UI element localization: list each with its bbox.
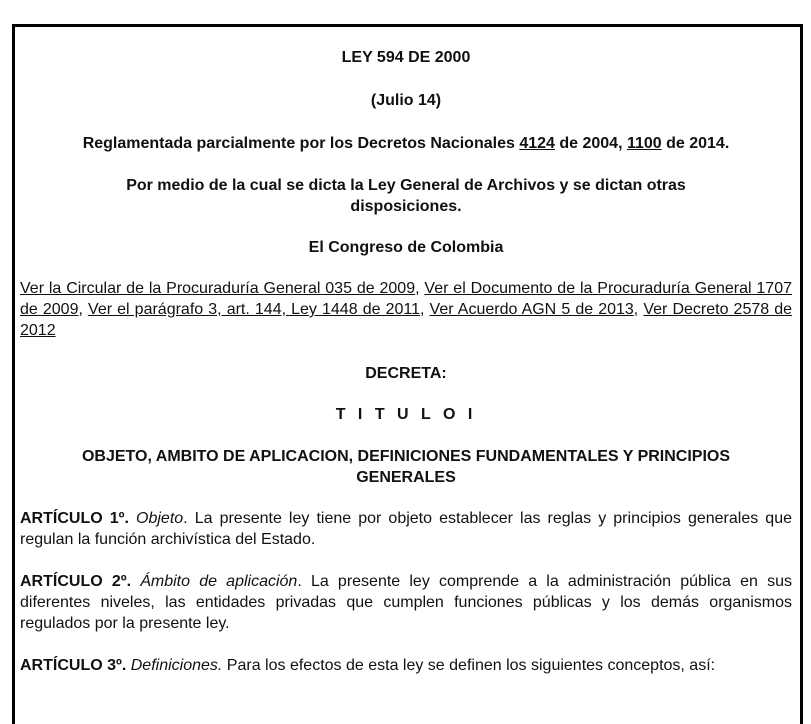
subtitle-line-1: Por medio de la cual se dicta la Ley General de Archivos y se dictan otras [126,177,686,194]
article-2-label: ARTÍCULO 2º. [20,573,132,590]
article-2 [20,571,792,634]
article-1-label: ARTÍCULO 1º. [20,510,129,527]
article-3-text: Para los efectos de esta ley se definen los siguientes conceptos, así: [222,657,716,674]
article-3-name: Definiciones. [130,657,223,674]
ref-sep: , [78,301,89,318]
regulated-by [20,133,792,154]
law-date: (Julio 14) [370,92,442,109]
regulated-mid1: de 2004, [554,135,627,152]
article-3-label: ARTÍCULO 3º. [20,657,127,674]
titulo-heading: T I T U L O I [335,406,477,423]
decreta-heading: DECRETA: [365,365,447,382]
regulated-prefix: Reglamentada parcialmente por los Decretos Nacionales [82,135,520,152]
article-1 [20,508,792,550]
section-heading [20,446,792,488]
article-1-name: Objeto [136,510,184,527]
law-title: LEY 594 DE 2000 [341,49,471,66]
regulated-mid2: de 2014. [661,135,730,152]
ref-acuerdo-link[interactable]: Ver Acuerdo AGN 5 de 2013 [429,301,634,318]
ref-sep: , [633,301,644,318]
decree-4124-link[interactable]: 4124 [519,135,555,152]
ref-sep: , [415,280,425,297]
article-1-text: . La presente ley tiene por objeto establecer las reglas y principios generales que regulan la función archivística del Estado. [20,510,793,548]
section-heading-line-1: OBJETO, AMBITO DE APLICACION, DEFINICIONES FUNDAMENTALES Y PRINCIPIOS [81,448,731,465]
ref-paragrafo-link[interactable]: Ver el parágrafo 3, art. 144, Ley 1448 de 2011 [88,301,420,318]
law-subtitle [20,175,792,217]
article-2-text: . La presente ley comprende a la administración pública en sus diferentes niveles, las entidades privadas que cumplen funciones públicas y los demás organismos regulados por la presente ley. [20,573,793,632]
article-2-name: Ámbito de aplicación [140,573,298,590]
ref-decreto-link[interactable]: Ver Decreto 2578 de 2012 [20,301,793,339]
subtitle-line-2: disposiciones. [350,198,462,215]
ref-documento-link[interactable]: Ver el Documento de la Procuraduría General 1707 de 2009 [20,280,793,318]
references [20,278,792,341]
decree-1100-link[interactable]: 1100 [626,135,662,152]
section-heading-line-2: GENERALES [356,469,456,486]
document-body [20,44,792,676]
ref-sep: , [420,301,430,318]
article-3 [20,655,792,676]
congress-heading: El Congreso de Colombia [308,239,504,256]
ref-circular-link[interactable]: Ver la Circular de la Procuraduría General 035 de 2009 [20,280,416,297]
